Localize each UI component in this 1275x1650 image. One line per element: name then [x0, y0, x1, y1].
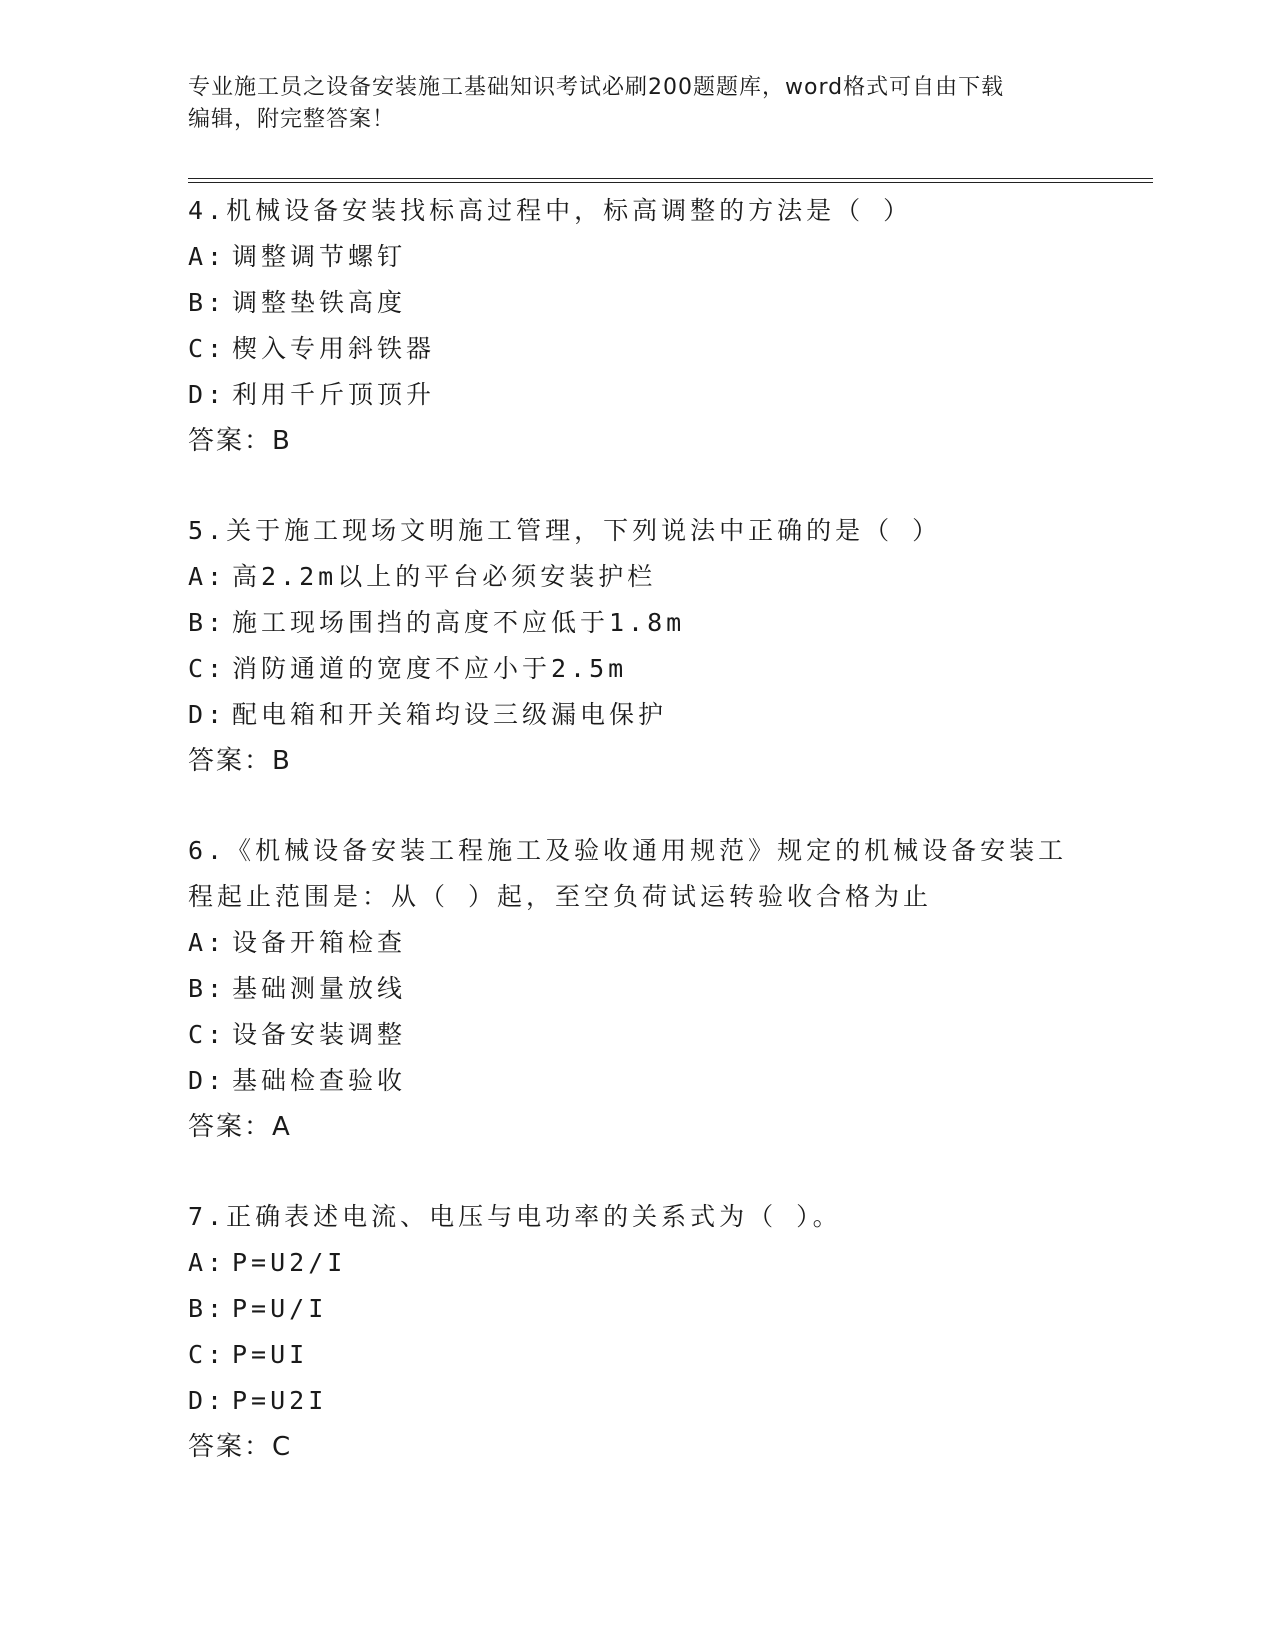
option-letter: B: [188, 974, 227, 1003]
option-text: 设备开箱检查 [232, 928, 407, 957]
option-text: 施工现场围挡的高度不应低于1.8m [232, 608, 686, 637]
question-text: 6.《机械设备安装工程施工及验收通用规范》规定的机械设备安装工程起止范围是：从（ ）起，至空负荷试运转验收合格为止 [188, 836, 1068, 911]
option-text: 调整调节螺钉 [232, 242, 407, 271]
option-text: 基础检查验收 [232, 1066, 407, 1095]
option-text: P=U2I [232, 1386, 328, 1415]
option-letter: C: [188, 1340, 227, 1369]
option-letter: C: [188, 654, 227, 683]
option-d [188, 1378, 1088, 1424]
option-letter: D: [188, 1386, 227, 1415]
option-b [188, 280, 1088, 326]
question-4 [188, 188, 1088, 464]
question-text: 4.机械设备安装找标高过程中，标高调整的方法是（ ） [188, 196, 913, 225]
option-letter: A: [188, 562, 227, 591]
option-text: 消防通道的宽度不应小于2.5m [232, 654, 628, 683]
question-7 [188, 1194, 1088, 1470]
option-text: 利用千斤顶顶升 [232, 380, 436, 409]
option-d [188, 692, 1088, 738]
option-letter: B: [188, 288, 227, 317]
question-6 [188, 828, 1088, 1150]
option-letter: C: [188, 334, 227, 363]
option-d [188, 1058, 1088, 1104]
question-text: 5.关于施工现场文明施工管理，下列说法中正确的是（ ） [188, 516, 942, 545]
option-b [188, 1286, 1088, 1332]
option-c [188, 326, 1088, 372]
answer-label: 答案：C [188, 1432, 293, 1462]
option-c [188, 646, 1088, 692]
option-d [188, 372, 1088, 418]
option-letter: A: [188, 928, 227, 957]
option-letter: B: [188, 1294, 227, 1323]
option-text: 调整垫铁高度 [232, 288, 407, 317]
option-letter: C: [188, 1020, 227, 1049]
header-title-line-1: 专业施工员之设备安装施工基础知识考试必刷200题题库，word格式可自由下载 [188, 75, 1005, 100]
question-5 [188, 508, 1088, 784]
option-letter: A: [188, 1248, 227, 1277]
option-text: P=U2/I [232, 1248, 347, 1277]
option-letter: B: [188, 608, 227, 637]
option-c [188, 1332, 1088, 1378]
answer-label: 答案：A [188, 1112, 292, 1142]
option-a [188, 920, 1088, 966]
option-text: P=U/I [232, 1294, 328, 1323]
answer-label: 答案：B [188, 746, 292, 776]
option-letter: A: [188, 242, 227, 271]
document-header [188, 72, 1088, 136]
option-letter: D: [188, 700, 227, 729]
question-text: 7.正确表述电流、电压与电功率的关系式为（ ）。 [188, 1202, 842, 1231]
option-b [188, 966, 1088, 1012]
option-text: 楔入专用斜铁器 [232, 334, 436, 363]
option-text: P=UI [232, 1340, 309, 1369]
option-a [188, 234, 1088, 280]
option-b [188, 600, 1088, 646]
option-a [188, 1240, 1088, 1286]
option-a [188, 554, 1088, 600]
option-letter: D: [188, 380, 227, 409]
option-text: 配电箱和开关箱均设三级漏电保护 [232, 700, 668, 729]
option-text: 高2.2m以上的平台必须安装护栏 [232, 562, 657, 591]
option-letter: D: [188, 1066, 227, 1095]
option-text: 设备安装调整 [232, 1020, 407, 1049]
header-divider [188, 178, 1153, 183]
option-c [188, 1012, 1088, 1058]
question-list [188, 188, 1088, 1514]
answer-label: 答案：B [188, 426, 292, 456]
option-text: 基础测量放线 [232, 974, 407, 1003]
header-title-line-2: 编辑，附完整答案！ [188, 107, 396, 132]
